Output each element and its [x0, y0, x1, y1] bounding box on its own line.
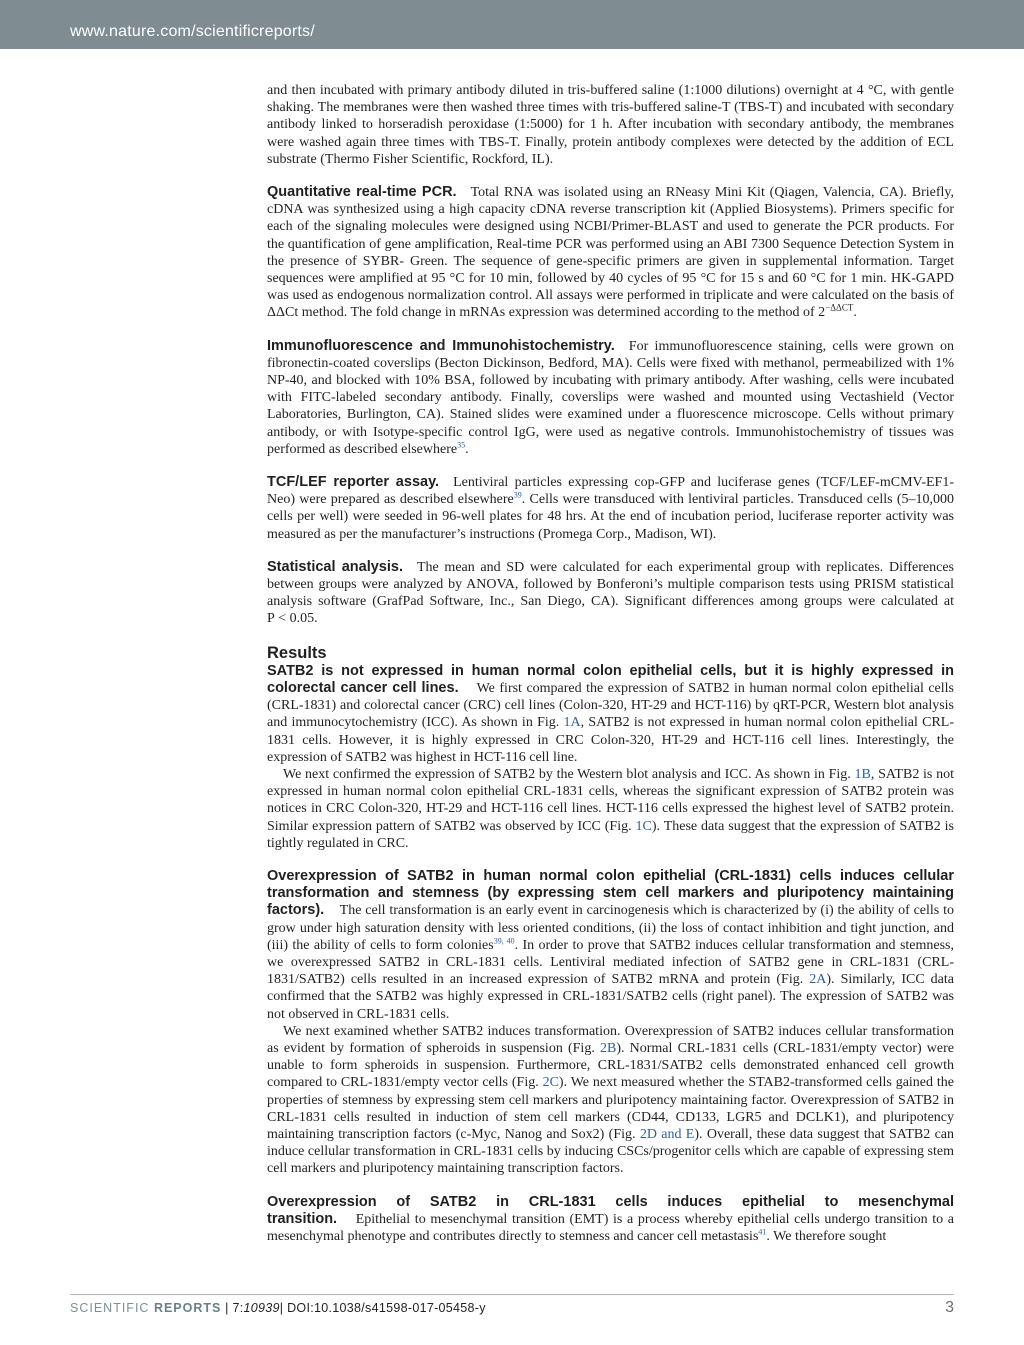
citation-35[interactable]: 35	[457, 440, 466, 450]
article-number: 10939	[243, 1301, 280, 1315]
if-ihc-section	[267, 338, 954, 458]
intro-text: and then incubated with primary antibody diluted in tris-buffered saline (1:1000 dilutions) overnight at 4 °C, with gentle shaking. The membranes were then washed three times with tris-buffered saline-T (TBS-T) and incubated with secondary antibody linked to horseradish peroxidase (1:5000) for 1 h. After incubation with secondary antibody, the membranes were washed again three times with TBS-T. Finally, protein antibody complexes were detected by the addition of ECL substrate (Thermo Fisher Scientific, Rockford, IL).	[267, 83, 954, 167]
tcf-heading: TCF/LEF reporter assay.	[267, 474, 440, 491]
figure-link-1c[interactable]: 1C	[635, 818, 652, 834]
text-run: . In order to prove that SATB2 induces cellular transformation and stemness, we overexpressed SATB2 in CRL-1831 cells. Lentiviral mediated infection of SATB2 gene in CRL-1831 (CRL-1831/SATB2) cells resulted in an increased expression of SATB2 mRNA and protein (Fig.	[267, 937, 954, 988]
citation-39[interactable]: 39	[513, 490, 522, 500]
figure-link-2c[interactable]: 2C	[542, 1075, 559, 1091]
brand-bold: REPORTS	[153, 1301, 222, 1315]
results-s3-p1	[267, 1194, 954, 1246]
figure-link-2d-e[interactable]: 2D and E	[639, 1126, 695, 1142]
if-ihc-end: .	[465, 441, 469, 457]
text-run: The cell transformation is an early event in carcinogenesis which is characterized by (i) the ability of cells to grow under high saturation density with less oriented conditions, (ii) the loss of contact inhibition and tight junction, and (iii) the ability of cells to form colonies	[267, 903, 954, 953]
text-run: ). Similarly, ICC data confirmed that the SATB2 was highly expressed in CRL-1831/SATB2 cells (right panel). The expression of SATB2 was not observed in CRL-1831 cells.	[267, 972, 954, 1022]
tcf-text-2: . Cells were transduced with lentiviral particles. Transduced cells (5–10,000 cells per well) were seeded in 96-well plates for 48 hrs. At the end of incubation period, luciferase reporter activity was measured as per the manufacturer’s instructions (Promega Corp., Madison, WI).	[267, 492, 954, 542]
stats-heading: Statistical analysis.	[267, 558, 403, 575]
footer-citation	[70, 1301, 486, 1315]
brand-light: SCIENTIFIC	[70, 1301, 150, 1315]
if-ihc-text: For immunofluorescence staining, cells were grown on fibronectin-coated coverslips (Becton Dickinson, Bedford, MA). Cells were fixed with methanol, permeabilized with 1% NP-40, and blocked with 10% BSA, followed by incubating with primary antibody. After washing, cells were incubated with FITC-labeled secondary antibody. Finally, coverslips were washed and mounted using Vectashield (Vector Laboratories, Burlington, CA). Stained slides were examined under a fluorescence microscope. Cells without primary antibody, or with Isotype-specific control IgG, were used as negative controls. Immunohistochemistry of tissues was performed as described elsewhere	[267, 338, 954, 457]
text-run: , SATB2 is not expressed in human normal colon epithelial CRL-1831 cells. However, it is highly expressed in CRC Colon-320, HT-29 and HCT-116 cell lines. Interestingly, the expression of SATB2 was highest in HCT-116 cell line.	[267, 715, 954, 765]
intro-paragraph	[267, 82, 954, 168]
qpcr-text: Total RNA was isolated using an RNeasy Mini Kit (Qiagen, Valencia, CA). Briefly, cDNA was synthesized using a high capacity cDNA reverse transcription kit (Applied Biosystems). Primers specific for each of the signaling molecules were designed using NCBI/Primer-BLAST and used to generate the PCR products. For the quantification of gene amplification, Real-time PCR was performed using an ABI 7300 Sequence Detection System in the presence of SYBR- Green. The sequence of gene-specific primers are given in supplemental information. Target sequences were amplified at 95 °C for 10 min, followed by 40 cycles of 95 °C for 15 s and 60 °C for 1 min. HK-GAPD was used as endogenous normalization control. All assays were performed in triplicate and were calculated on the basis of ΔΔCt method. The fold change in mRNAs expression was determined according to the method of 2	[267, 185, 955, 321]
text-run: ). Normal CRL-1831 cells (CRL-1831/empty vector) were unable to form spheroids in suspension. Furthermore, CRL-1831/SATB2 cells demonstrated enhanced cell growth compared to CRL-1831/empty vector cells (Fig.	[267, 1040, 955, 1091]
citation-39-40[interactable]: 39, 40	[493, 936, 515, 946]
results-s2-p2	[267, 1023, 954, 1178]
journal-header-bar	[0, 0, 1024, 49]
text-run: Epithelial to mesenchymal transition (EMT) is a process whereby epithelial cells undergo transition to a mesenchymal phenotype and contributes directly to stemness and cancer cell metastasis	[267, 1211, 954, 1244]
page-number: 3	[945, 1299, 954, 1316]
citation-41[interactable]: 41	[758, 1227, 767, 1237]
results-s1-heading: SATB2 is not expressed in human normal colon epithelial cells, but it is highly expressed in colorectal cancer cell lines.	[267, 662, 954, 696]
results-s2-heading: Overexpression of SATB2 in human normal colon epithelial (CRL-1831) cells induces cellular transformation and stemness (by expressing stem cell markers and pluripotency maintaining factors).	[267, 867, 954, 919]
doi-text[interactable]: | DOI:10.1038/s41598-017-05458-y	[279, 1301, 486, 1315]
text-run: We next confirmed the expression of SATB2 by the Western blot analysis and ICC. As shown in Fig.	[283, 766, 855, 782]
figure-link-2a[interactable]: 2A	[809, 972, 827, 988]
qpcr-section	[267, 184, 954, 322]
results-heading: Results	[267, 643, 327, 662]
results-s2-p1	[267, 868, 954, 1023]
figure-link-1a[interactable]: 1A	[563, 715, 581, 731]
text-run: We next examined whether SATB2 induces transformation. Overexpression of SATB2 induces cellular transformation as evident by formation of spheroids in suspension (Fig.	[267, 1023, 954, 1056]
text-run: ). We next measured whether the STAB2-transformed cells gained the properties of stemness by expressing stem cell markers and pluripotency maintaining factor. Overexpression of SATB2 in CRL-1831 cells resulted in induction of stem cell markers (CD44, CD133, LGR5 and DCLK1), and pluripotency maintaining transcription factors (c-Myc, Nanog and Sox2) (Fig.	[267, 1075, 954, 1142]
article-body	[267, 82, 954, 1245]
if-ihc-heading: Immunofluorescence and Immunohistochemistry.	[267, 337, 615, 354]
qpcr-heading: Quantitative real-time PCR.	[267, 184, 457, 201]
stats-text: The mean and SD were calculated for each experimental group with replicates. Differences between groups were analyzed by ANOVA, followed by Bonferoni’s multiple comparison tests using PRISM statistical analysis software (GrafPad Software, Inc., San Diego, CA). Significant differences among groups were calculated at P < 0.05.	[267, 559, 955, 627]
footer-divider	[70, 1294, 954, 1295]
qpcr-exponent: −ΔΔCT	[825, 302, 854, 313]
text-run: We first compared the expression of SATB2 in human normal colon epithelial cells (CRL-1831) and colorectal cancer (CRC) cell lines (Colon-320, HT-29 and HCT-116) by qRT-PCR, Western blot analysis and immunocytochemistry (ICC). As shown in Fig.	[267, 680, 954, 731]
stats-section	[267, 559, 954, 628]
figure-link-1b[interactable]: 1B	[854, 766, 871, 782]
text-run: ). Overall, these data suggest that SATB2 can induce cellular transformation in CRL-1831 cells by inducing CSCs/progenitor cells which are capable of expressing stem cell markers and pluripotency maintaining transcription factors.	[267, 1126, 954, 1177]
journal-url[interactable]: www.nature.com/scientificreports/	[70, 23, 315, 40]
figure-link-2b[interactable]: 2B	[599, 1040, 617, 1056]
tcf-text-1: Lentiviral particles expressing cop-GFP and luciferase genes (TCF/LEF-mCMV-EF1-Neo) were prepared as described elsewhere	[267, 475, 955, 508]
results-s3-heading: Overexpression of SATB2 in CRL-1831 cells induces epithelial to mesenchymal transition.	[267, 1193, 954, 1227]
results-s1-p2	[267, 766, 954, 852]
results-s1-p1	[267, 663, 954, 766]
qpcr-end: .	[853, 305, 857, 321]
tcf-section	[267, 474, 954, 543]
text-run: ). These data suggest that the expression of SATB2 is tightly regulated in CRC.	[267, 818, 954, 851]
text-run: , SATB2 is not expressed in human normal colon epithelial CRL-1831 cells, whereas the significant expression of SATB2 protein was notices in CRC Colon-320, HT-29 and HCT-116 cell lines. HCT-116 cells expressed the highest level of SATB2 protein. Similar expression pattern of SATB2 was observed by ICC (Fig.	[267, 766, 954, 834]
journal-brand	[70, 1301, 221, 1315]
volume-label: | 7:	[225, 1301, 244, 1315]
text-run: . We therefore sought	[766, 1228, 887, 1244]
